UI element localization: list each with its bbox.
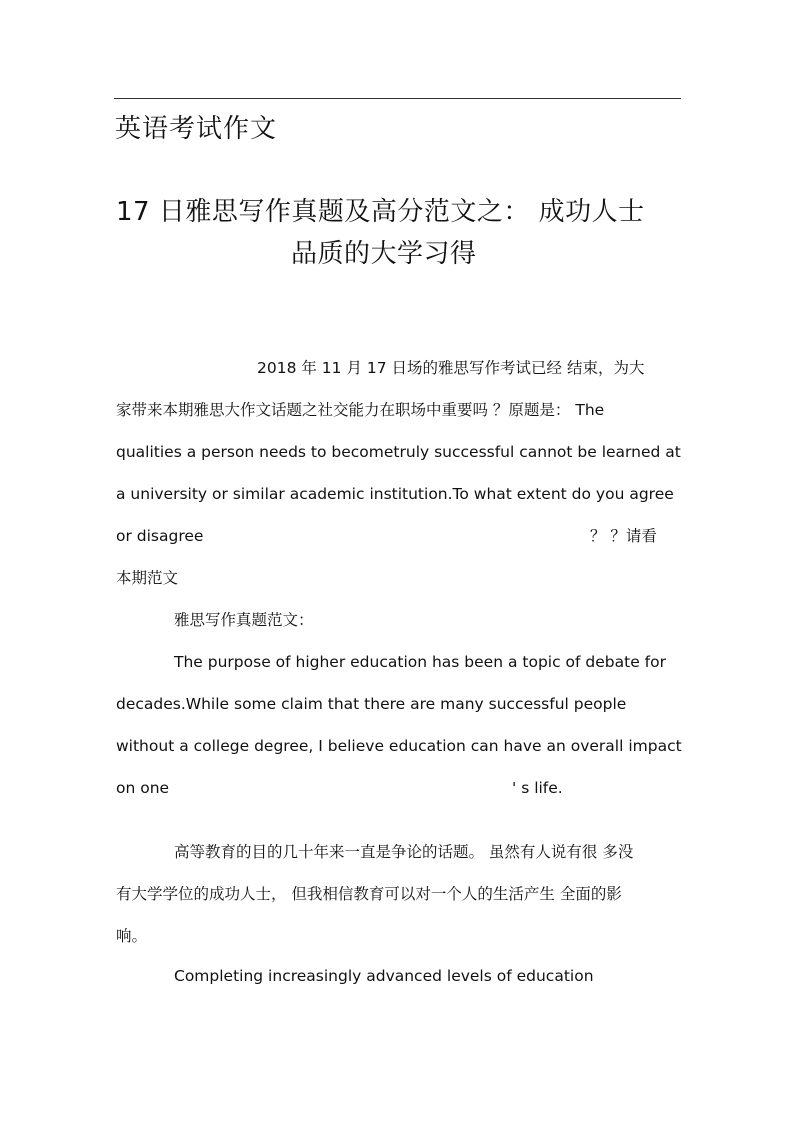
essay-para-1-line-1: The purpose of higher education has been a topic of debate for	[174, 653, 666, 671]
essay-para-1-line-4-left: on one	[116, 779, 170, 797]
article-title-line-1: 17 日雅思写作真题及高分范文之： 成功人士	[116, 197, 645, 227]
essay-para-1-line-2: decades.While some claim that there are many successful people	[116, 695, 627, 713]
header-rule	[114, 98, 681, 99]
essay-para-1-line-4-right: ' s life.	[512, 779, 563, 797]
intro-line-3: qualities a person needs to becometruly successful cannot be learned at	[116, 443, 681, 461]
intro-line-6: 本期范文	[116, 569, 179, 587]
intro-line-4: a university or similar academic institution.To what extent do you agree	[116, 485, 674, 503]
essay-para-2-line-1: Completing increasingly advanced levels of education	[174, 967, 594, 985]
essay-para-1-line-3: without a college degree, I believe education can have an overall impact	[116, 737, 682, 755]
translation-para-1-line-1: 高等教育的目的几十年来一直是争论的话题。 虽然有人说有很 多没	[174, 843, 634, 861]
intro-line-5-right: ？ ？请看	[590, 527, 657, 545]
intro-line-5-left: or disagree	[116, 527, 204, 545]
article-title-line-2: 品质的大学习得	[291, 239, 477, 269]
translation-para-1-line-2: 有大学学位的成功人士， 但我相信教育可以对一个人的生活产生 全面的影	[116, 885, 622, 903]
intro-line-1: 2018 年 11 月 17 日场的雅思写作考试已经 结束，为大	[257, 359, 645, 377]
essay-label: 雅思写作真题范文：	[174, 611, 314, 629]
intro-line-2: 家带来本期雅思大作文话题之社交能力在职场中重要吗 ？原题是： The	[116, 401, 605, 419]
document-header-title: 英语考试作文	[115, 114, 278, 144]
translation-para-1-line-3: 响。	[116, 927, 148, 945]
